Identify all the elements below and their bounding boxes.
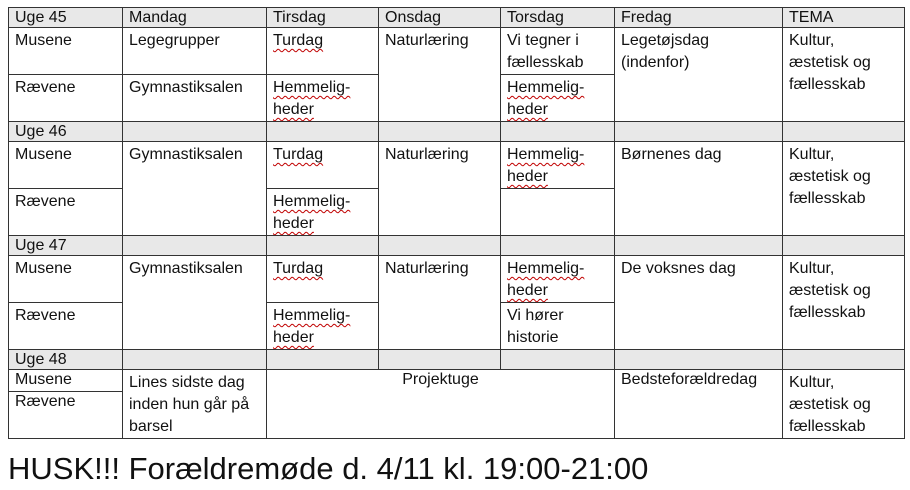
w45-thursday-b: Hemmelig- heder	[501, 75, 615, 122]
table-row	[9, 28, 905, 75]
w46-tuesday-b: Hemmelig- heder	[267, 189, 379, 236]
week-47-label: Uge 47	[9, 236, 123, 256]
w45-friday: Legetøjsdag (indenfor)	[615, 28, 783, 122]
w46-thursday-a: Hemmelig- heder	[501, 142, 615, 189]
w45-tuesday-a: Turdag	[267, 28, 379, 75]
w45-wednesday: Naturlæring	[379, 28, 501, 122]
w48-tema: Kultur, æstetisk og fællesskab	[783, 370, 905, 439]
table-row	[9, 256, 905, 303]
w47-monday: Gymnastiksalen	[123, 256, 267, 350]
week-48-row	[9, 350, 905, 370]
week-47-row	[9, 236, 905, 256]
week-46-row	[9, 122, 905, 142]
week-48-label: Uge 48	[9, 350, 123, 370]
group-raevene: Rævene	[9, 75, 123, 122]
header-tirsdag: Tirsdag	[267, 8, 379, 28]
week-46-label: Uge 46	[9, 122, 123, 142]
w48-friday: Bedsteforældredag	[615, 370, 783, 439]
w46-monday: Gymnastiksalen	[123, 142, 267, 236]
w48-projektuge: Projektuge	[267, 370, 615, 439]
parent-meeting-reminder: HUSK!!! Forældremøde d. 4/11 kl. 19:00-21:00	[8, 451, 649, 486]
group-musene: Musene	[9, 28, 123, 75]
w46-wednesday: Naturlæring	[379, 142, 501, 236]
w47-friday: De voksnes dag	[615, 256, 783, 350]
group-raevene: Rævene	[9, 189, 123, 236]
w45-thursday-a: Vi tegner i fællesskab	[501, 28, 615, 75]
header-fredag: Fredag	[615, 8, 783, 28]
group-raevene: Rævene	[9, 303, 123, 350]
w47-tuesday-b: Hemmelig- heder	[267, 303, 379, 350]
w47-thursday-b: Vi hører historie	[501, 303, 615, 350]
w45-musene-monday: Legegrupper	[123, 28, 267, 75]
w45-tuesday-b: Hemmelig- heder	[267, 75, 379, 122]
w47-tema: Kultur, æstetisk og fællesskab	[783, 256, 905, 350]
table-row	[9, 142, 905, 189]
w45-tema: Kultur, æstetisk og fællesskab	[783, 28, 905, 122]
w47-wednesday: Naturlæring	[379, 256, 501, 350]
weekly-schedule-table	[8, 7, 905, 439]
group-musene: Musene	[9, 370, 123, 392]
w47-tuesday-a: Turdag	[267, 256, 379, 303]
header-torsdag: Torsdag	[501, 8, 615, 28]
header-row	[9, 8, 905, 28]
w46-tuesday-a: Turdag	[267, 142, 379, 189]
w45-raevene-monday: Gymnastiksalen	[123, 75, 267, 122]
w46-tema: Kultur, æstetisk og fællesskab	[783, 142, 905, 236]
w48-monday: Lines sidste dag inden hun går på barsel	[123, 370, 267, 439]
week-45-label: Uge 45	[9, 8, 123, 28]
w47-thursday-a: Hemmelig- heder	[501, 256, 615, 303]
group-musene: Musene	[9, 142, 123, 189]
group-musene: Musene	[9, 256, 123, 303]
header-onsdag: Onsdag	[379, 8, 501, 28]
w46-friday: Børnenes dag	[615, 142, 783, 236]
header-mandag: Mandag	[123, 8, 267, 28]
header-tema: TEMA	[783, 8, 905, 28]
w46-thursday-b	[501, 189, 615, 236]
table-row	[9, 370, 905, 392]
group-raevene: Rævene	[9, 392, 123, 439]
